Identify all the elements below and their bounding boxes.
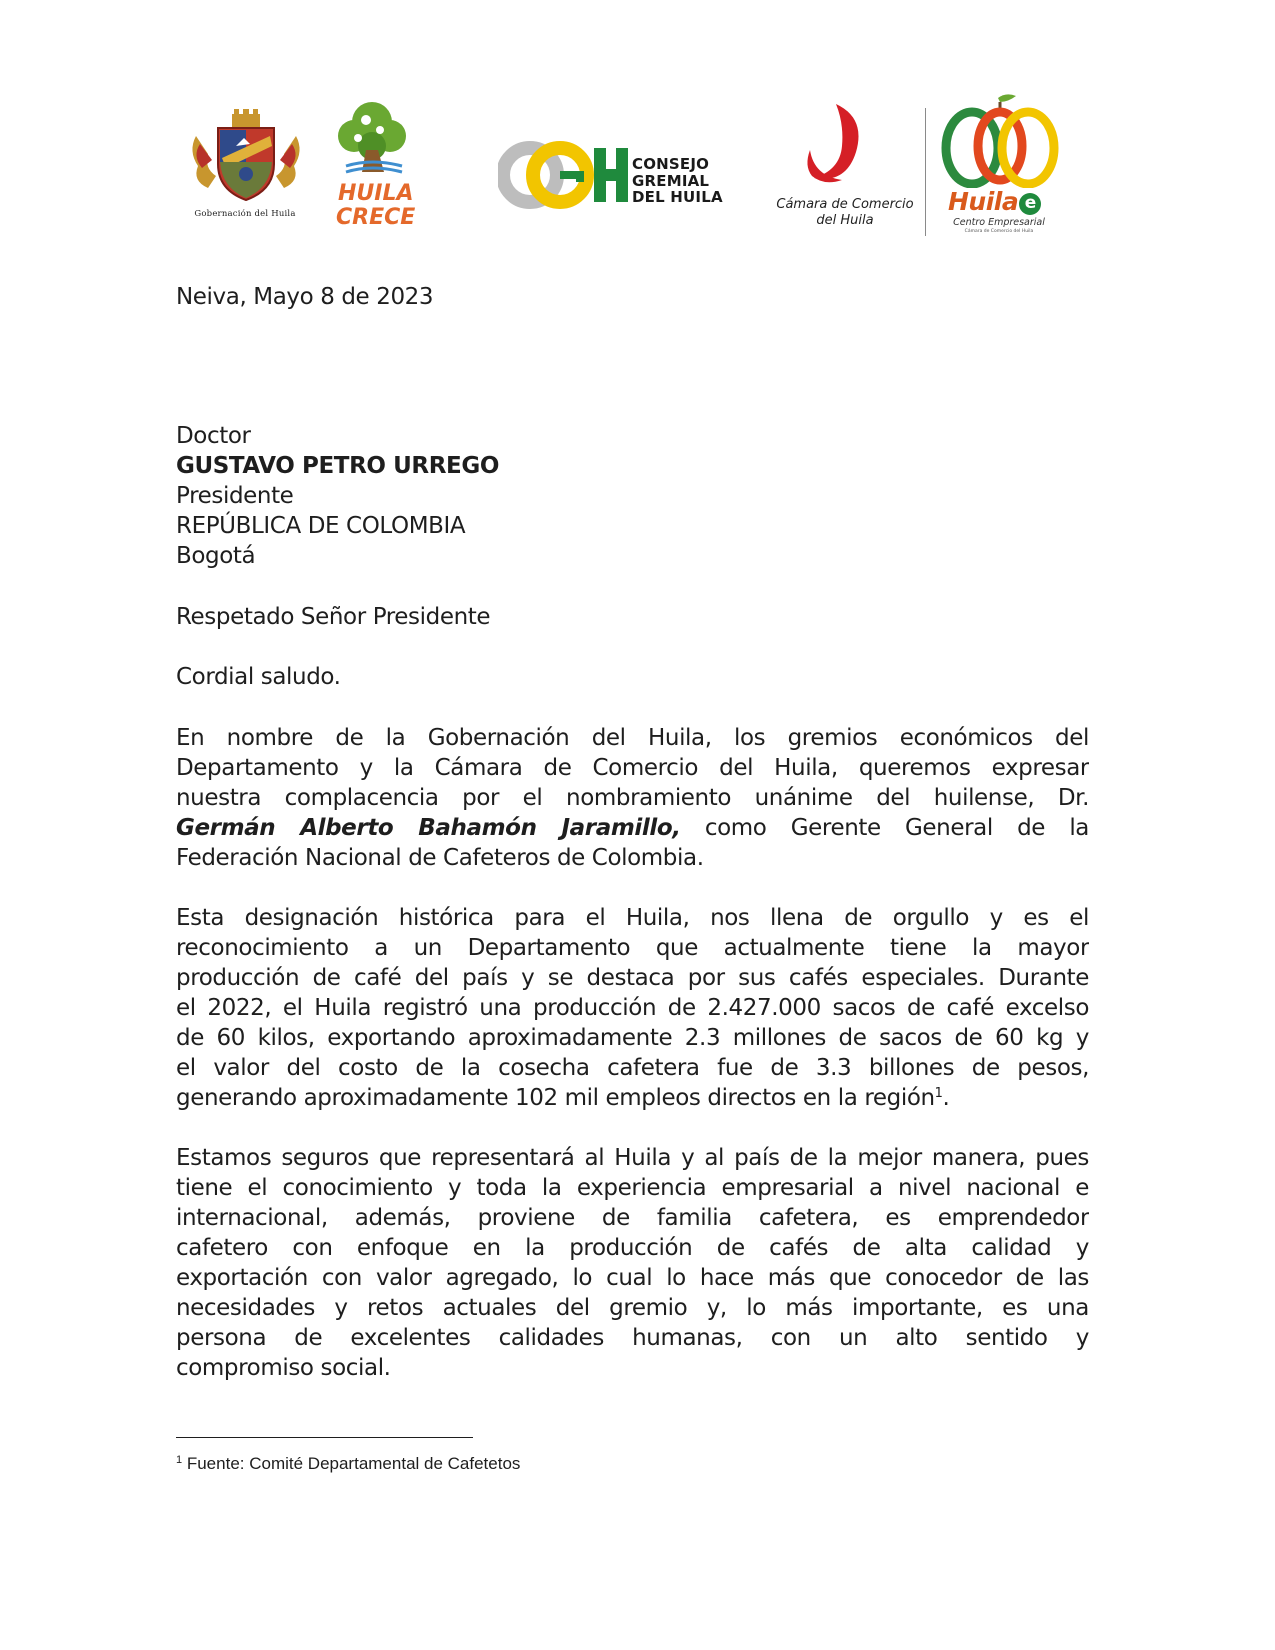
paragraph-3-line: exportación con valor agregado, lo cual lo hace más que conocedor de las xyxy=(176,1265,1089,1291)
gobernacion-caption: Gobernación del Huila xyxy=(194,209,296,219)
tree-icon xyxy=(332,100,420,230)
paragraph-3-line: compromiso social. xyxy=(176,1355,391,1381)
paragraph-3-line: internacional, además, proviene de familia cafetera, es emprendedor xyxy=(176,1205,1089,1231)
consejo-gremial-name xyxy=(632,156,723,206)
huila-e-caption: Centro Empresarial xyxy=(953,217,1045,228)
paragraph-2-line: el 2022, el Huila registró una producción de 2.427.000 sacos de café excelso xyxy=(176,995,1089,1021)
cgh-line-3: DEL HUILA xyxy=(632,188,723,206)
huila-e-subcaption: Cámara de Comercio del Huila xyxy=(964,229,1034,234)
paragraph-1-line: Departamento y la Cámara de Comercio del Huila, queremos expresar xyxy=(176,755,1089,781)
camara-comercio-name xyxy=(770,197,920,229)
huila-e-wordmark xyxy=(948,187,1041,216)
huila-e-badge: e xyxy=(1019,193,1041,215)
recipient-position: Presidente xyxy=(176,483,294,509)
paragraph-2-line: Esta designación histórica para el Huila, nos llena de orgullo y es el xyxy=(176,905,1089,931)
camara-swirl-icon xyxy=(770,100,920,196)
camara-line-1: Cámara de Comercio xyxy=(776,197,914,212)
paragraph-1-line: Federación Nacional de Cafeteros de Colombia. xyxy=(176,845,704,871)
paragraph-3-line: tiene el conocimiento y toda la experiencia empresarial a nivel nacional e xyxy=(176,1175,1089,1201)
cgh-monogram-icon xyxy=(498,140,630,210)
logo-divider xyxy=(925,108,926,236)
paragraph-3-line: persona de excelentes calidades humanas, con un alto sentido y xyxy=(176,1325,1089,1351)
cgh-line-1: CONSEJO xyxy=(632,155,710,173)
coat-of-arms-icon xyxy=(186,106,306,206)
salutation: Respetado Señor Presidente xyxy=(176,604,491,630)
paragraph-1-line: nuestra complacencia por el nombramiento unánime del huilense, Dr. xyxy=(176,785,1089,811)
footnote-text: Fuente: Comité Departamental de Cafetetos xyxy=(182,1454,521,1473)
cgh-line-2: GREMIAL xyxy=(632,171,710,190)
paragraph-1-line: En nombre de la Gobernación del Huila, los gremios económicos del xyxy=(176,725,1089,751)
footnote-separator xyxy=(176,1437,473,1438)
place-date: Neiva, Mayo 8 de 2023 xyxy=(176,284,434,310)
svg-text:CRECE: CRECE xyxy=(336,205,416,230)
consejo-gremial-logo xyxy=(498,140,738,210)
paragraph-2-line: reconocimiento a un Departamento que actualmente tiene la mayor xyxy=(176,935,1089,961)
paragraph-3-line: Estamos seguros que representará al Huila y al país de la mejor manera, pues xyxy=(176,1145,1089,1171)
huila-e-brand-text: Huila xyxy=(948,187,1019,216)
recipient-title: Doctor xyxy=(176,423,251,449)
paragraph-2-period: . xyxy=(942,1085,950,1111)
camara-comercio-logo xyxy=(770,100,920,235)
nominee-name: Germán Alberto Bahamón Jaramillo, xyxy=(176,815,681,841)
paragraph-2-line: de 60 kilos, exportando aproximadamente 2.3 millones de sacos de 60 kg y xyxy=(176,1025,1089,1051)
letterhead-logos xyxy=(0,0,1275,260)
footnote xyxy=(176,1454,520,1474)
paragraph-1-line xyxy=(176,813,1089,843)
paragraph-2-text: generando aproximadamente 102 mil empleos directos en la región xyxy=(176,1085,935,1111)
camara-line-2: del Huila xyxy=(816,213,874,228)
huila-crece-logo xyxy=(332,100,420,230)
gobernacion-huila-logo xyxy=(186,106,306,226)
paragraph-3-line: cafetero con enfoque en la producción de cafés de alta calidad y xyxy=(176,1235,1089,1261)
paragraph-2-line: producción de café del país y se destaca por sus cafés especiales. Durante xyxy=(176,965,1089,991)
paragraph-3-line: necesidades y retos actuales del gremio y, lo más importante, es una xyxy=(176,1295,1089,1321)
fruit-emblem-icon xyxy=(940,92,1060,188)
paragraph-2-line: el valor del costo de la cosecha cafetera fue de 3.3 billones de pesos, xyxy=(176,1055,1089,1081)
recipient-city: Bogotá xyxy=(176,543,256,569)
paragraph-1-text: como Gerente General de la xyxy=(680,815,1089,841)
recipient-entity: REPÚBLICA DE COLOMBIA xyxy=(176,513,466,539)
footnote-number: 1 xyxy=(176,1454,183,1466)
svg-text:HUILA: HUILA xyxy=(338,181,414,206)
recipient-name: GUSTAVO PETRO URREGO xyxy=(176,453,499,479)
footnote-reference[interactable]: 1 xyxy=(934,1086,943,1101)
paragraph-2-line xyxy=(176,1083,1089,1113)
huila-e-logo xyxy=(940,92,1060,242)
greeting: Cordial saludo. xyxy=(176,664,341,690)
